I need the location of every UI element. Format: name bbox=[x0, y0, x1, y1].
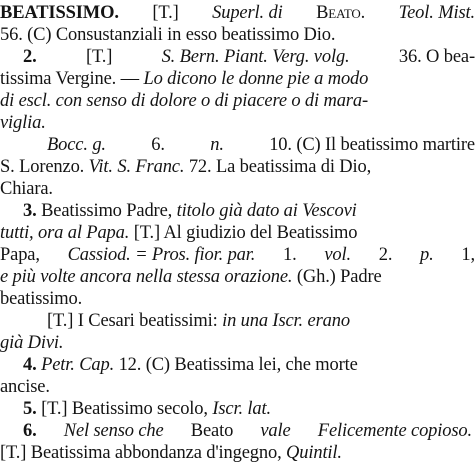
citation-text: Beatissimo secolo, bbox=[71, 399, 208, 419]
beato-crossref: Beato. bbox=[316, 3, 366, 23]
citation-text: e più volte ancora nella stessa orazione. bbox=[0, 267, 293, 287]
citation-number: 2. bbox=[378, 245, 393, 265]
citation-text: in una Iscr. erano bbox=[222, 311, 350, 331]
entry-line-5 bbox=[0, 89, 475, 113]
entry-line-2 bbox=[0, 23, 475, 47]
sense-number-2: 2. bbox=[23, 47, 37, 67]
source-iscr-lat: Iscr. lat. bbox=[212, 399, 271, 419]
definition-text: Lo dicono le donne pie a modo bbox=[143, 69, 369, 89]
definition-text: titolo già dato ai Vescovi bbox=[176, 201, 357, 221]
beato-crossref: Beato bbox=[190, 421, 234, 441]
tommaseo-mark: [T.] bbox=[47, 311, 74, 331]
citation-text: tissima Vergine. — bbox=[0, 69, 144, 89]
headword: BEATISSIMO. bbox=[0, 3, 119, 23]
citation-text: già Divi. bbox=[0, 333, 64, 353]
entry-line-16 bbox=[0, 331, 475, 355]
citation-number: 6. bbox=[151, 135, 165, 155]
entry-line-4 bbox=[0, 67, 475, 91]
definition-text: vale bbox=[260, 421, 291, 441]
source-quintil: Quintil. bbox=[286, 443, 342, 463]
citation-text: (Gh.) Padre bbox=[296, 267, 382, 287]
citation-text: 56. (C) Consustanziali in esso beatissimo Dio. bbox=[0, 25, 336, 45]
entry-line-19 bbox=[23, 397, 475, 421]
citation-text: S. Lorenzo. bbox=[0, 157, 85, 177]
source-teol-mist: Teol. Mist. bbox=[398, 3, 475, 23]
source-vit-s-franc: Vit. S. Franc. bbox=[88, 157, 185, 177]
tommaseo-mark: [T.] bbox=[85, 47, 113, 67]
source-s-bern: S. Bern. Piant. Verg. volg. bbox=[161, 47, 350, 67]
citation-text: Papa, bbox=[0, 245, 40, 265]
definition-text: tutti, ora al Papa. bbox=[0, 223, 130, 243]
sense-number-5: 5. bbox=[23, 399, 37, 419]
citation-p: p. bbox=[420, 245, 434, 265]
superlative-note: Superl. di bbox=[212, 3, 283, 23]
source-bocc: Bocc. g. bbox=[47, 135, 106, 155]
definition-text: Felicemente copioso. bbox=[317, 421, 472, 441]
entry-line-18 bbox=[0, 375, 475, 399]
sense-number-6: 6. bbox=[23, 421, 37, 441]
sense-number-4: 4. bbox=[23, 355, 37, 375]
citation-vol: vol. bbox=[324, 245, 351, 265]
citation-n: n. bbox=[210, 135, 224, 155]
tommaseo-mark: [T.] bbox=[0, 443, 27, 463]
citation-text: 12. (C) Beatissima lei, che morte bbox=[118, 355, 358, 375]
entry-line-17 bbox=[23, 353, 475, 377]
citation-text: 72. La beatissima di Dio, bbox=[188, 157, 372, 177]
citation-text: Beatissima abbondanza d'ingegno, bbox=[30, 443, 282, 463]
entry-line-7 bbox=[47, 133, 475, 157]
entry-line-3 bbox=[23, 45, 475, 69]
citation-text: 10. (C) Il beatissimo martire bbox=[269, 135, 475, 155]
definition-text: Beatissimo Padre, bbox=[41, 201, 173, 221]
definition-text: Nel senso che bbox=[63, 421, 164, 441]
citation-text: I Cesari beatissimi: bbox=[77, 311, 218, 331]
definition-text: viglia. bbox=[0, 113, 46, 133]
entry-line-10 bbox=[23, 199, 475, 223]
tommaseo-mark: [T.] bbox=[41, 399, 68, 419]
definition-text: di escl. con senso di dolore o di piacere o di mara- bbox=[0, 91, 368, 111]
citation-number: 1. bbox=[283, 245, 297, 265]
sense-number-3: 3. bbox=[23, 201, 37, 221]
entry-line-21 bbox=[0, 441, 475, 465]
tommaseo-mark: [T.] bbox=[152, 3, 179, 23]
entry-line-20 bbox=[23, 419, 472, 443]
source-petr-cap: Petr. Cap. bbox=[41, 355, 115, 375]
entry-line-12 bbox=[0, 243, 475, 267]
entry-line-1 bbox=[0, 1, 475, 25]
entry-line-6 bbox=[0, 111, 475, 135]
citation-text: 36. O bea- bbox=[398, 47, 475, 67]
entry-line-15 bbox=[47, 309, 475, 333]
entry-line-8 bbox=[0, 155, 475, 179]
entry-line-9 bbox=[0, 177, 475, 201]
source-cassiod: Cassiod. = Pros. fior. par. bbox=[67, 245, 256, 265]
tommaseo-mark: [T.] bbox=[133, 223, 160, 243]
entry-line-13 bbox=[0, 265, 475, 289]
citation-text: Chiara. bbox=[0, 179, 53, 199]
entry-line-14 bbox=[0, 287, 475, 311]
citation-text: beatissimo. bbox=[0, 289, 83, 309]
citation-text: ancise. bbox=[0, 377, 50, 397]
citation-number: 1, bbox=[461, 245, 475, 265]
citation-text: Al giudizio del Beatissimo bbox=[163, 223, 358, 243]
entry-line-11 bbox=[0, 221, 475, 245]
